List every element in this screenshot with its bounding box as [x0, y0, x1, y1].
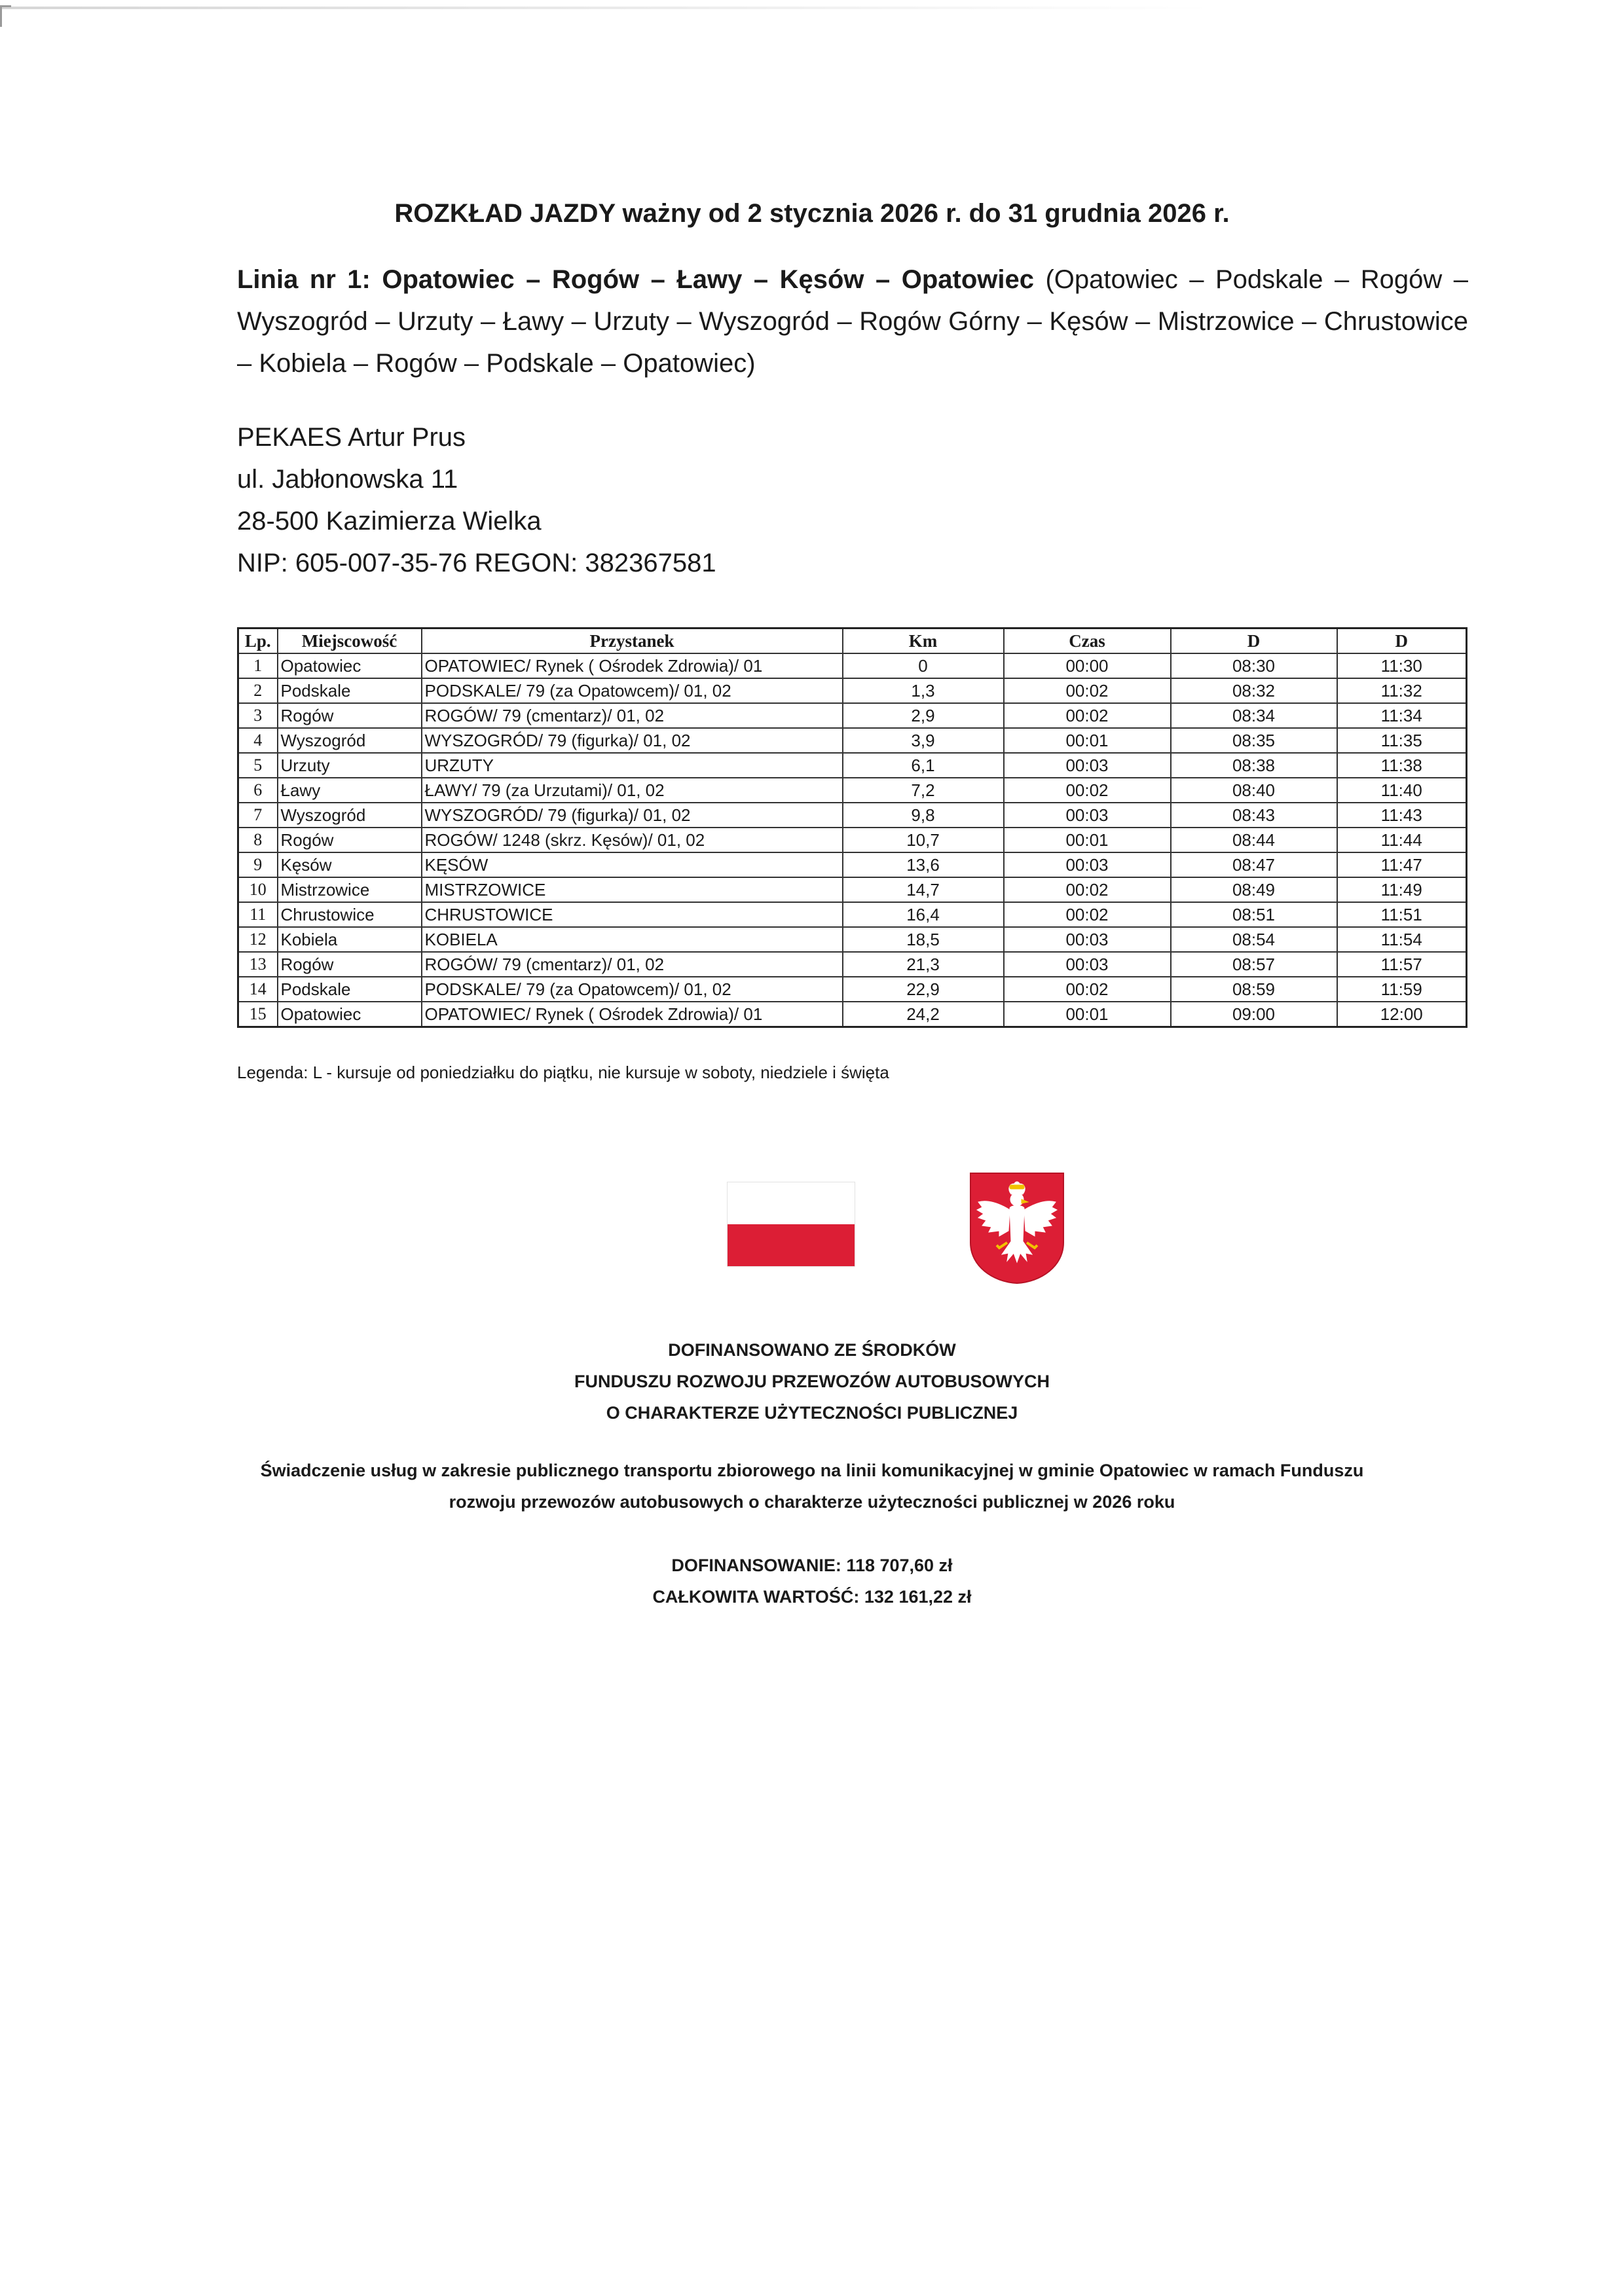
funding-heading-line-2: FUNDUSZU ROZWOJU PRZEWOZÓW AUTOBUSOWYCH	[574, 1372, 1050, 1391]
timetable-body	[238, 653, 1467, 1027]
cell-przystanek: KĘSÓW	[422, 852, 843, 877]
header-lp: Lp.	[238, 629, 278, 654]
cell-departure-2: 11:59	[1337, 977, 1467, 1002]
cell-departure-2: 12:00	[1337, 1002, 1467, 1027]
cell-departure-2: 11:38	[1337, 753, 1467, 778]
cell-miejscowosc: Opatowiec	[278, 653, 422, 678]
cell-czas: 00:03	[1004, 803, 1171, 828]
cell-departure-2: 11:32	[1337, 678, 1467, 703]
operator-name: PEKAES Artur Prus	[237, 423, 466, 452]
funding-description-line-2: rozwoju przewozów autobusowych o charakterze użyteczności publicznej w 2026 roku	[449, 1492, 1175, 1512]
cell-czas: 00:02	[1004, 902, 1171, 927]
table-row	[238, 828, 1467, 852]
cell-km: 6,1	[843, 753, 1004, 778]
funding-values	[0, 1550, 1624, 1613]
header-departure-2: D	[1337, 629, 1467, 654]
cell-departure-1: 08:40	[1171, 778, 1337, 803]
line-description	[237, 259, 1468, 384]
cell-km: 18,5	[843, 927, 1004, 952]
cell-departure-2: 11:30	[1337, 653, 1467, 678]
cell-miejscowosc: Mistrzowice	[278, 877, 422, 902]
operator-ids: NIP: 605-007-35-76 REGON: 382367581	[237, 549, 716, 577]
table-row	[238, 952, 1467, 977]
cell-lp: 11	[238, 902, 278, 927]
cell-miejscowosc: Ławy	[278, 778, 422, 803]
cell-czas: 00:03	[1004, 952, 1171, 977]
cell-lp: 9	[238, 852, 278, 877]
cell-km: 3,9	[843, 728, 1004, 753]
cell-km: 0	[843, 653, 1004, 678]
header-departure-1: D	[1171, 629, 1337, 654]
polish-flag	[727, 1182, 855, 1267]
cell-departure-1: 08:35	[1171, 728, 1337, 753]
table-row	[238, 852, 1467, 877]
cell-czas: 00:02	[1004, 977, 1171, 1002]
cell-departure-1: 08:30	[1171, 653, 1337, 678]
cell-departure-1: 08:38	[1171, 753, 1337, 778]
cell-przystanek: URZUTY	[422, 753, 843, 778]
table-row	[238, 778, 1467, 803]
table-row	[238, 753, 1467, 778]
cell-departure-1: 08:59	[1171, 977, 1337, 1002]
cell-departure-1: 08:51	[1171, 902, 1337, 927]
cell-km: 9,8	[843, 803, 1004, 828]
cell-km: 21,3	[843, 952, 1004, 977]
cell-czas: 00:03	[1004, 753, 1171, 778]
table-row	[238, 877, 1467, 902]
table-row	[238, 703, 1467, 728]
cell-departure-2: 11:49	[1337, 877, 1467, 902]
flag-white-stripe	[728, 1182, 855, 1224]
cell-km: 2,9	[843, 703, 1004, 728]
cell-przystanek: ROGÓW/ 79 (cmentarz)/ 01, 02	[422, 703, 843, 728]
funding-heading	[0, 1334, 1624, 1429]
cell-lp: 5	[238, 753, 278, 778]
timetable-header-row	[238, 629, 1467, 654]
cell-departure-1: 09:00	[1171, 1002, 1337, 1027]
cell-przystanek: CHRUSTOWICE	[422, 902, 843, 927]
cell-miejscowosc: Opatowiec	[278, 1002, 422, 1027]
cell-departure-1: 08:44	[1171, 828, 1337, 852]
cell-miejscowosc: Podskale	[278, 977, 422, 1002]
cell-lp: 4	[238, 728, 278, 753]
cell-miejscowosc: Chrustowice	[278, 902, 422, 927]
cell-przystanek: WYSZOGRÓD/ 79 (figurka)/ 01, 02	[422, 728, 843, 753]
line-route: (Opatowiec – Podskale – Rogów – Wyszogród – Urzuty – Ławy – Urzuty – Wyszogród – Rogów Górny – Kęsów – Mistrzowice – Chrustowice – Kobiela – Rogów – Podskale – Opatowiec)	[237, 265, 1468, 378]
cell-departure-1: 08:34	[1171, 703, 1337, 728]
cell-czas: 00:02	[1004, 877, 1171, 902]
cell-przystanek: KOBIELA	[422, 927, 843, 952]
funding-description	[0, 1455, 1624, 1518]
header-czas: Czas	[1004, 629, 1171, 654]
cell-przystanek: OPATOWIEC/ Rynek ( Ośrodek Zdrowia)/ 01	[422, 1002, 843, 1027]
cell-departure-2: 11:40	[1337, 778, 1467, 803]
cell-przystanek: MISTRZOWICE	[422, 877, 843, 902]
cell-departure-2: 11:57	[1337, 952, 1467, 977]
cell-km: 10,7	[843, 828, 1004, 852]
table-row	[238, 902, 1467, 927]
cell-przystanek: ROGÓW/ 1248 (skrz. Kęsów)/ 01, 02	[422, 828, 843, 852]
cell-departure-2: 11:43	[1337, 803, 1467, 828]
cell-przystanek: PODSKALE/ 79 (za Opatowcem)/ 01, 02	[422, 977, 843, 1002]
cell-departure-2: 11:34	[1337, 703, 1467, 728]
funding-heading-line-1: DOFINANSOWANO ZE ŚRODKÓW	[668, 1340, 956, 1360]
cell-departure-1: 08:47	[1171, 852, 1337, 877]
cell-lp: 12	[238, 927, 278, 952]
header-miejscowosc: Miejscowość	[278, 629, 422, 654]
cell-km: 7,2	[843, 778, 1004, 803]
cell-departure-1: 08:43	[1171, 803, 1337, 828]
cell-przystanek: ŁAWY/ 79 (za Urzutami)/ 01, 02	[422, 778, 843, 803]
funding-heading-line-3: O CHARAKTERZE UŻYTECZNOŚCI PUBLICZNEJ	[606, 1403, 1018, 1423]
cell-miejscowosc: Rogów	[278, 952, 422, 977]
cell-km: 13,6	[843, 852, 1004, 877]
cell-km: 22,9	[843, 977, 1004, 1002]
cell-miejscowosc: Wyszogród	[278, 803, 422, 828]
table-row	[238, 1002, 1467, 1027]
operator-street: ul. Jabłonowska 11	[237, 465, 458, 494]
cell-przystanek: ROGÓW/ 79 (cmentarz)/ 01, 02	[422, 952, 843, 977]
cell-lp: 10	[238, 877, 278, 902]
table-row	[238, 728, 1467, 753]
cell-lp: 15	[238, 1002, 278, 1027]
cell-km: 14,7	[843, 877, 1004, 902]
timetable-legend: Legenda: L - kursuje od poniedziałku do piątku, nie kursuje w soboty, niedziele i święta	[237, 1063, 889, 1082]
line-name: Linia nr 1: Opatowiec – Rogów – Ławy – Kęsów – Opatowiec	[237, 265, 1034, 294]
cell-departure-2: 11:35	[1337, 728, 1467, 753]
cell-miejscowosc: Podskale	[278, 678, 422, 703]
cell-departure-2: 11:54	[1337, 927, 1467, 952]
table-row	[238, 927, 1467, 952]
cell-departure-1: 08:57	[1171, 952, 1337, 977]
cell-lp: 7	[238, 803, 278, 828]
cell-departure-1: 08:32	[1171, 678, 1337, 703]
cell-czas: 00:02	[1004, 778, 1171, 803]
cell-miejscowosc: Kobiela	[278, 927, 422, 952]
funding-total: CAŁKOWITA WARTOŚĆ: 132 161,22 zł	[652, 1587, 972, 1607]
table-row	[238, 977, 1467, 1002]
cell-przystanek: PODSKALE/ 79 (za Opatowcem)/ 01, 02	[422, 678, 843, 703]
cell-czas: 00:03	[1004, 927, 1171, 952]
cell-lp: 8	[238, 828, 278, 852]
polish-eagle-emblem-icon	[968, 1171, 1066, 1286]
cell-km: 1,3	[843, 678, 1004, 703]
funding-amount: DOFINANSOWANIE: 118 707,60 zł	[671, 1556, 953, 1575]
scan-corner-mark	[0, 5, 11, 27]
cell-miejscowosc: Rogów	[278, 828, 422, 852]
cell-km: 24,2	[843, 1002, 1004, 1027]
header-przystanek: Przystanek	[422, 629, 843, 654]
cell-lp: 2	[238, 678, 278, 703]
cell-departure-2: 11:44	[1337, 828, 1467, 852]
cell-czas: 00:01	[1004, 828, 1171, 852]
cell-lp: 14	[238, 977, 278, 1002]
funding-description-line-1: Świadczenie usług w zakresie publicznego transportu zbiorowego na linii komunikacyjnej w gminie Opatowiec w ramach Funduszu	[260, 1461, 1364, 1480]
operator-block	[237, 416, 716, 584]
timetable	[237, 627, 1467, 1028]
cell-km: 16,4	[843, 902, 1004, 927]
header-km: Km	[843, 629, 1004, 654]
table-row	[238, 803, 1467, 828]
cell-departure-1: 08:54	[1171, 927, 1337, 952]
scan-edge-line	[0, 7, 1211, 9]
operator-city: 28-500 Kazimierza Wielka	[237, 507, 542, 536]
cell-lp: 13	[238, 952, 278, 977]
cell-lp: 6	[238, 778, 278, 803]
cell-miejscowosc: Rogów	[278, 703, 422, 728]
cell-czas: 00:03	[1004, 852, 1171, 877]
cell-miejscowosc: Wyszogród	[278, 728, 422, 753]
cell-lp: 3	[238, 703, 278, 728]
cell-miejscowosc: Urzuty	[278, 753, 422, 778]
cell-miejscowosc: Kęsów	[278, 852, 422, 877]
table-row	[238, 653, 1467, 678]
cell-lp: 1	[238, 653, 278, 678]
cell-czas: 00:01	[1004, 1002, 1171, 1027]
flag-red-stripe	[728, 1224, 855, 1266]
cell-czas: 00:00	[1004, 653, 1171, 678]
table-row	[238, 678, 1467, 703]
cell-czas: 00:02	[1004, 678, 1171, 703]
cell-departure-2: 11:51	[1337, 902, 1467, 927]
cell-czas: 00:02	[1004, 703, 1171, 728]
cell-przystanek: OPATOWIEC/ Rynek ( Ośrodek Zdrowia)/ 01	[422, 653, 843, 678]
cell-przystanek: WYSZOGRÓD/ 79 (figurka)/ 01, 02	[422, 803, 843, 828]
cell-departure-2: 11:47	[1337, 852, 1467, 877]
cell-czas: 00:01	[1004, 728, 1171, 753]
document-title: ROZKŁAD JAZDY ważny od 2 stycznia 2026 r. do 31 grudnia 2026 r.	[394, 199, 1230, 228]
cell-departure-1: 08:49	[1171, 877, 1337, 902]
